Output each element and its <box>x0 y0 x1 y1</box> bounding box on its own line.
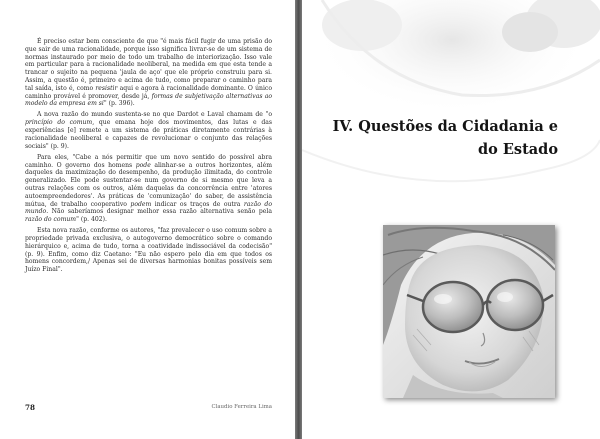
text-run: Para eles, "Cabe a nós permitir que um novo sentido do possível abra caminho. O governo dos homens <box>25 153 272 169</box>
italic-text-run: pode <box>135 161 151 169</box>
chapter-title-line-1: IV. Questões da Cidadania e <box>332 118 558 135</box>
child-sunglasses-illustration <box>383 225 555 398</box>
text-run: " (p. 402). <box>76 216 107 224</box>
text-run: . Não saberíamos designar melhor essa razão alternativa senão pela <box>46 208 272 216</box>
italic-text-run: resistir <box>95 84 118 92</box>
paragraph <box>25 111 272 150</box>
italic-text-run: princípio do comum <box>25 119 93 127</box>
paragraph <box>25 154 272 224</box>
italic-text-run: razão do comum <box>25 216 77 224</box>
body-text <box>25 38 272 277</box>
italic-text-run: formas de subjetivação alternativas ao modelo da empresa em si <box>25 92 272 108</box>
running-footer-author: Claudio Ferreira Lima <box>211 404 272 410</box>
right-page <box>302 0 600 439</box>
paragraph <box>25 227 272 274</box>
page-number: 78 <box>25 403 36 412</box>
italic-text-run: razão do mundo <box>25 200 272 216</box>
left-page <box>0 0 295 439</box>
book-gutter <box>295 0 302 439</box>
chapter-title <box>318 115 558 161</box>
text-run: alinhar-se a outros horizontes, além daqueles da maximização do desempenho, da produção ilimitada, do controle generalizado. Ele pode sustentar-se num governo de si mesmo que leva a outras relações com os outros, além daquelas da concorrência entre 'atores autoempreendedores'. As práticas de 'comunização' do saber, de assistência mútua, de trabalho cooperativo <box>25 161 272 208</box>
sketch-drawing <box>383 225 555 398</box>
italic-text-run: podem <box>130 200 152 208</box>
text-run: aqui e agora à racionalidade dominante. O único caminho provável é promover, desde já, <box>25 84 272 100</box>
text-run: Esta nova razão, conforme os autores, "faz prevalecer o uso comum sobre a propriedade privada exclusiva, o autogoverno democrático sobre o comando hierárquico e, acima de tudo, torna a coatividade indissociável da codecisão" (p. 9). Enfim, como diz Caetano: "Eu não espero pelo dia em que todos os homens concordem,/ Apenas sei de diversas harmonias bonitas possíveis sem Juízo Final". <box>25 227 272 274</box>
paragraph <box>25 38 272 108</box>
text-run: É preciso estar bem consciente de que "é mais fácil fugir de uma prisão do que sair de uma racionalidade, porque isso significa livrar-se de um sistema de normas instaurado por meio de todo um trabalho de interiorização. Isso vale em particular para a racionalidade neoliberal, na medida em que esta tende a trancar o sujeito na pequena 'jaula de aço' que ele próprio construiu para si. Assim, a questão é, primeiro e acima de tudo, como preparar o caminho para tal saída, isto é, como <box>25 38 272 92</box>
text-run: indicar os traços de outra <box>151 200 244 208</box>
text-run: , que emana hoje dos movimentos, das lutas e das experiências [e] remete a um sistema de práticas diretamente contrárias à racionalidade neoliberal e capazes de revolucionar o conjunto das relações sociais" (p. 9). <box>25 119 272 150</box>
chapter-title-line-2: do Estado <box>478 141 558 158</box>
text-run: A nova razão do mundo sustenta-se no que Dardot e Laval chamam de "o <box>37 111 272 119</box>
text-run: " (p. 396). <box>103 100 135 108</box>
